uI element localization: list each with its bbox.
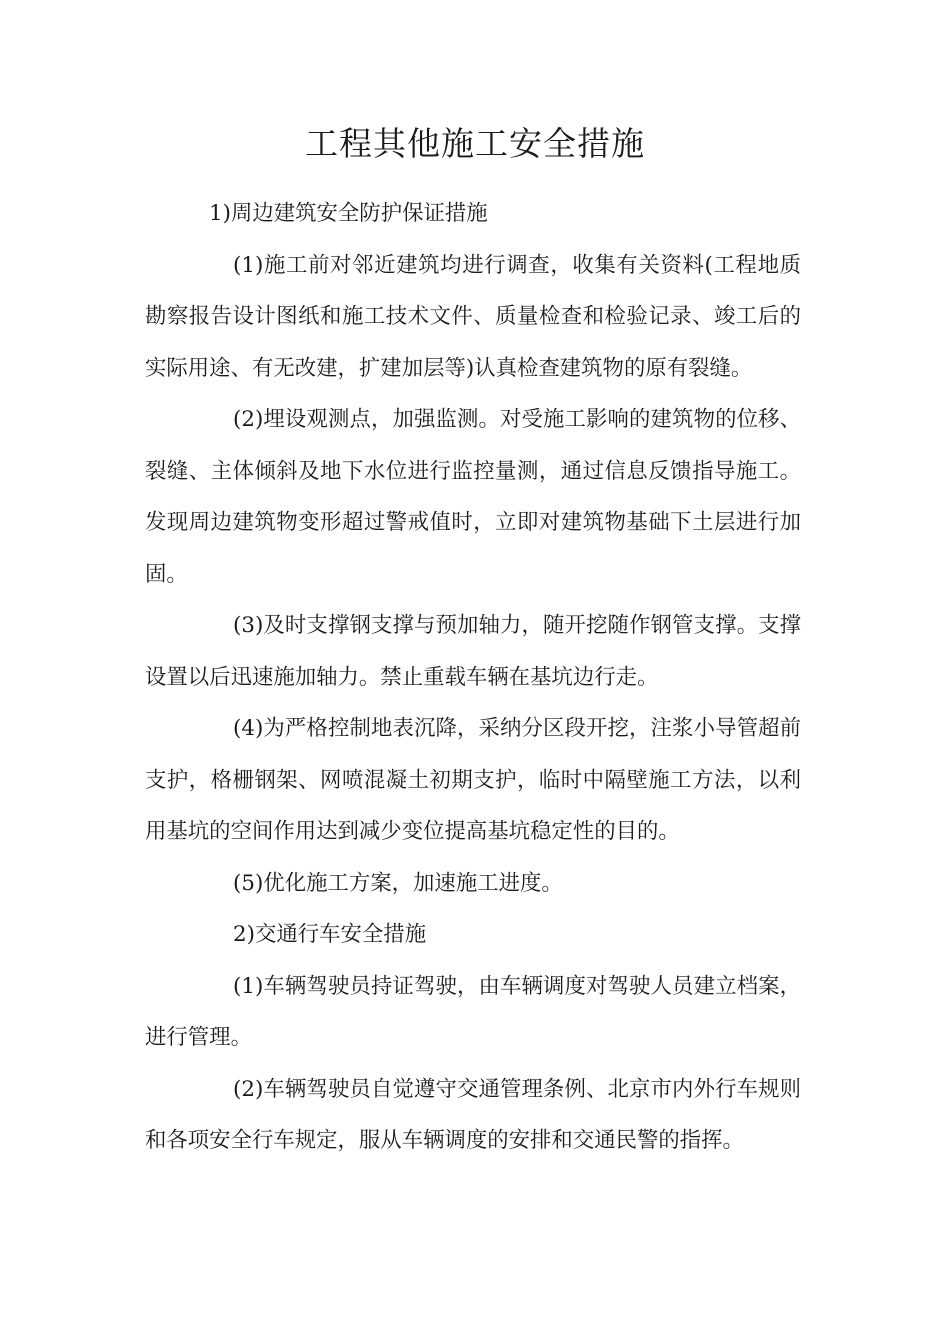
- paragraph-1-5: (5)优化施工方案，加速施工进度。: [233, 870, 563, 896]
- document-body: [145, 188, 801, 1167]
- paragraph-1-2: (2)埋设观测点，加强监测。对受施工影响的建筑物的位移、裂缝、主体倾斜及地下水位进行监控量测，通过信息反馈指导施工。发现周边建筑物变形超过警戒值时，立即对建筑物基础下土层进行加固。: [145, 407, 801, 587]
- section-heading-2: 2)交通行车安全措施: [233, 922, 427, 947]
- paragraph-1-3: (3)及时支撑钢支撑与预加轴力，随开挖随作钢管支撑。支撑设置以后迅速施加轴力。禁止重载车辆在基坑边行走。: [145, 613, 801, 690]
- paragraph-2-2: (2)车辆驾驶员自觉遵守交通管理条例、北京市内外行车规则和各项安全行车规定，服从车辆调度的安排和交通民警的指挥。: [145, 1076, 801, 1153]
- paragraph-1-1: (1)施工前对邻近建筑均进行调查，收集有关资料(工程地质勘察报告设计图纸和施工技术文件、质量检查和检验记录、竣工后的实际用途、有无改建，扩建加层等)认真检查建筑物的原有裂缝。: [145, 252, 801, 381]
- section-heading-1: 1)周边建筑安全防护保证措施: [209, 201, 488, 226]
- document-title: 工程其他施工安全措施: [305, 124, 645, 163]
- paragraph-2-1: (1)车辆驾驶员持证驾驶，由车辆调度对驾驶人员建立档案，进行管理。: [145, 973, 801, 1050]
- paragraph-1-4: (4)为严格控制地表沉降，采纳分区段开挖，注浆小导管超前支护，格栅钢架、网喷混凝土初期支护，临时中隔壁施工方法，以利用基坑的空间作用达到减少变位提高基坑稳定性的目的。: [145, 716, 801, 844]
